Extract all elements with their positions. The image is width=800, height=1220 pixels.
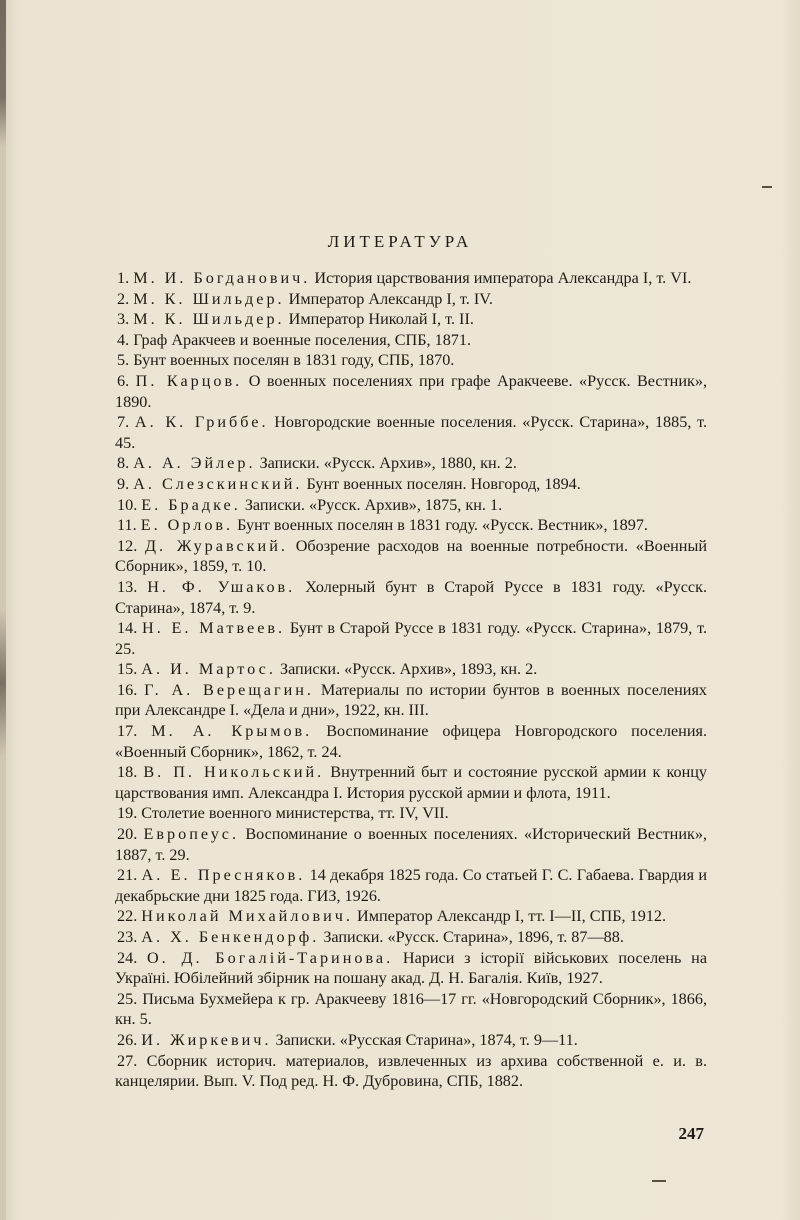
reference-text: Император Александр I, т. IV.	[284, 289, 493, 308]
reference-author: А. И. Мартос.	[141, 660, 276, 679]
reference-text: Граф Аракчеев и военные поселения, СПБ, 1871.	[133, 330, 472, 349]
reference-text: Бунт военных поселян в 1831 году, СПБ, 1870.	[133, 351, 455, 370]
reference-author: М. И. Богданович.	[133, 269, 311, 287]
reference-item	[115, 289, 707, 310]
reference-author: М. К. Шильдер.	[133, 289, 285, 308]
reference-number: 8.	[117, 454, 130, 473]
reference-number: 5.	[117, 351, 130, 370]
reference-number: 16.	[117, 680, 138, 699]
reference-item	[115, 803, 707, 824]
reference-item	[115, 309, 707, 330]
reference-number: 10.	[117, 495, 138, 514]
reference-author: А. К. Гриббе.	[134, 413, 269, 432]
reference-number: 19.	[117, 804, 138, 823]
reference-author: А. Х. Бенкендорф.	[141, 928, 320, 946]
reference-number: 3.	[117, 310, 130, 329]
reference-author: Н. Е. Матвеев.	[142, 619, 286, 638]
reference-author: О. Д. Богалій-Таринова.	[146, 948, 394, 967]
reference-number: 4.	[117, 330, 130, 349]
reference-number: 27.	[117, 1051, 138, 1070]
reference-item	[115, 927, 707, 948]
reference-author: Д. Журавский.	[145, 536, 288, 555]
reference-author: А. А. Эйлер.	[133, 454, 256, 473]
reference-item	[115, 412, 707, 453]
reference-item	[115, 474, 707, 495]
reference-author: В. П. Никольский.	[143, 763, 325, 782]
reference-author: Е. Брадке.	[141, 495, 241, 514]
reference-number: 24.	[117, 948, 138, 967]
reference-text: Внутренний быт и состояние русской армии к концу царствования имп. Александра I. История русской армии и флота, 1911.	[115, 763, 707, 802]
page-title: ЛИТЕРАТУРА	[327, 232, 473, 251]
reference-item	[115, 659, 707, 680]
reference-text: Письма Бухмейера к гр. Аракчееву 1816—17 гг. «Новгородский Сборник», 1866, кн. 5.	[115, 989, 708, 1029]
reference-item	[115, 1051, 707, 1092]
reference-item	[115, 495, 707, 516]
reference-item	[115, 824, 707, 865]
reference-text: Император Александр I, тт. I—II, СПБ, 1912.	[352, 907, 667, 926]
reference-item	[115, 536, 707, 577]
reference-author: Н. Ф. Ушаков.	[147, 577, 296, 596]
reference-number: 18.	[117, 763, 138, 782]
reference-text: Император Николай I, т. II.	[284, 310, 474, 329]
binding-edge	[0, 0, 6, 1220]
page-number: 247	[678, 1124, 704, 1143]
reference-text: Бунт военных поселян. Новгород, 1894.	[302, 474, 581, 493]
reference-text: История царствования императора Александра I, т. VI.	[310, 269, 692, 287]
reference-number: 7.	[117, 413, 130, 432]
reference-item	[115, 577, 707, 618]
reference-item	[115, 515, 707, 536]
reference-author: А. Слезскинский.	[133, 474, 303, 493]
reference-text: О военных поселениях при графе Аракчееве. «Русск. Вестник», 1890.	[115, 371, 707, 411]
reference-text: Холерный бунт в Старой Руссе в 1831 году. «Русск. Старина», 1874, т. 9.	[115, 577, 707, 617]
reference-author: И. Жиркевич.	[141, 1030, 272, 1049]
reference-number: 6.	[117, 371, 130, 390]
reference-author: М. А. Крымов.	[151, 722, 313, 741]
reference-number: 13.	[117, 577, 138, 596]
reference-item	[115, 989, 707, 1030]
reference-item	[115, 330, 707, 351]
reference-number: 21.	[117, 866, 138, 885]
reference-number: 9.	[117, 474, 130, 493]
reference-text: Материалы по истории бунтов в военных поселениях при Александре I. «Дела и дни», 1922, кн. III.	[115, 680, 708, 720]
ink-mark	[762, 186, 772, 188]
reference-number: 23.	[117, 928, 138, 946]
reference-number: 14.	[117, 619, 138, 638]
reference-text: Записки. «Русск. Архив», 1875, кн. 1.	[240, 495, 503, 514]
reference-author: Е. Орлов.	[140, 516, 234, 535]
reference-item	[115, 453, 707, 474]
reference-text: 14 декабря 1825 года. Со статьей Г. С. Габаева. Гвардия и декабрьские дни 1825 года. ГИЗ, 1926.	[115, 866, 707, 905]
reference-text: Записки. «Русск. Архив», 1880, кн. 2.	[255, 454, 517, 473]
reference-number: 11.	[117, 516, 137, 535]
reference-number: 12.	[117, 536, 138, 555]
reference-number: 20.	[117, 825, 138, 844]
reference-text: Нариси з історії військових поселень на Україні. Юбілейний збірник на пошану акад. Д. Н. Багалія. Київ, 1927.	[115, 948, 708, 988]
reference-item	[115, 762, 707, 803]
reference-author: Европеус.	[143, 825, 240, 844]
reference-item	[115, 906, 707, 927]
reference-text: Столетие военного министерства, тт. IV, VII.	[141, 804, 449, 823]
reference-author: Г. А. Верещагин.	[144, 680, 314, 699]
reference-number: 15.	[117, 660, 138, 679]
reference-author: А. Е. Пресняков.	[141, 866, 306, 885]
reference-item	[115, 618, 707, 659]
reference-item	[115, 680, 707, 721]
reference-text: Воспоминание о военных поселениях. «Исторический Вестник», 1887, т. 29.	[115, 825, 707, 864]
reference-item	[115, 1030, 707, 1051]
reference-text: Записки. «Русск. Старина», 1896, т. 87—88.	[319, 928, 624, 946]
reference-item	[115, 721, 707, 762]
reference-item	[115, 948, 707, 989]
reference-number: 1.	[117, 269, 130, 287]
ink-mark	[652, 1180, 666, 1182]
reference-list	[115, 268, 707, 1092]
reference-text: Новгородские военные поселения. «Русск. Старина», 1885, т. 45.	[115, 413, 707, 452]
reference-text: Сборник историч. материалов, извлеченных из архива собственной е. и. в. канцелярии. Вып. V. Под ред. Н. Ф. Дубровина, СПБ, 1882.	[115, 1051, 707, 1091]
reference-text: Обозрение расходов на военные потребности. «Военный Сборник», 1859, т. 10.	[115, 536, 708, 576]
reference-number: 2.	[117, 289, 130, 308]
reference-author: П. Карцов.	[135, 371, 243, 390]
reference-number: 25.	[117, 989, 138, 1008]
reference-number: 26.	[117, 1030, 138, 1049]
reference-text: Записки. «Русск. Архив», 1893, кн. 2.	[275, 660, 538, 679]
reference-text: Воспоминание офицера Новгородского поселения. «Военный Сборник», 1862, т. 24.	[115, 722, 707, 761]
reference-item	[115, 350, 707, 371]
reference-text: Бунт военных поселян в 1831 году. «Русск. Вестник», 1897.	[233, 516, 648, 535]
reference-author: М. К. Шильдер.	[133, 310, 285, 329]
reference-text: Записки. «Русская Старина», 1874, т. 9—11.	[271, 1030, 578, 1049]
reference-number: 22.	[117, 907, 138, 926]
reference-item	[115, 371, 707, 412]
reference-author: Николай Михайлович.	[141, 907, 353, 926]
reference-item	[115, 865, 707, 906]
reference-text: Бунт в Старой Руссе в 1831 году. «Русск. Старина», 1879, т. 25.	[115, 619, 707, 658]
reference-item	[115, 268, 707, 289]
reference-number: 17.	[117, 722, 138, 741]
